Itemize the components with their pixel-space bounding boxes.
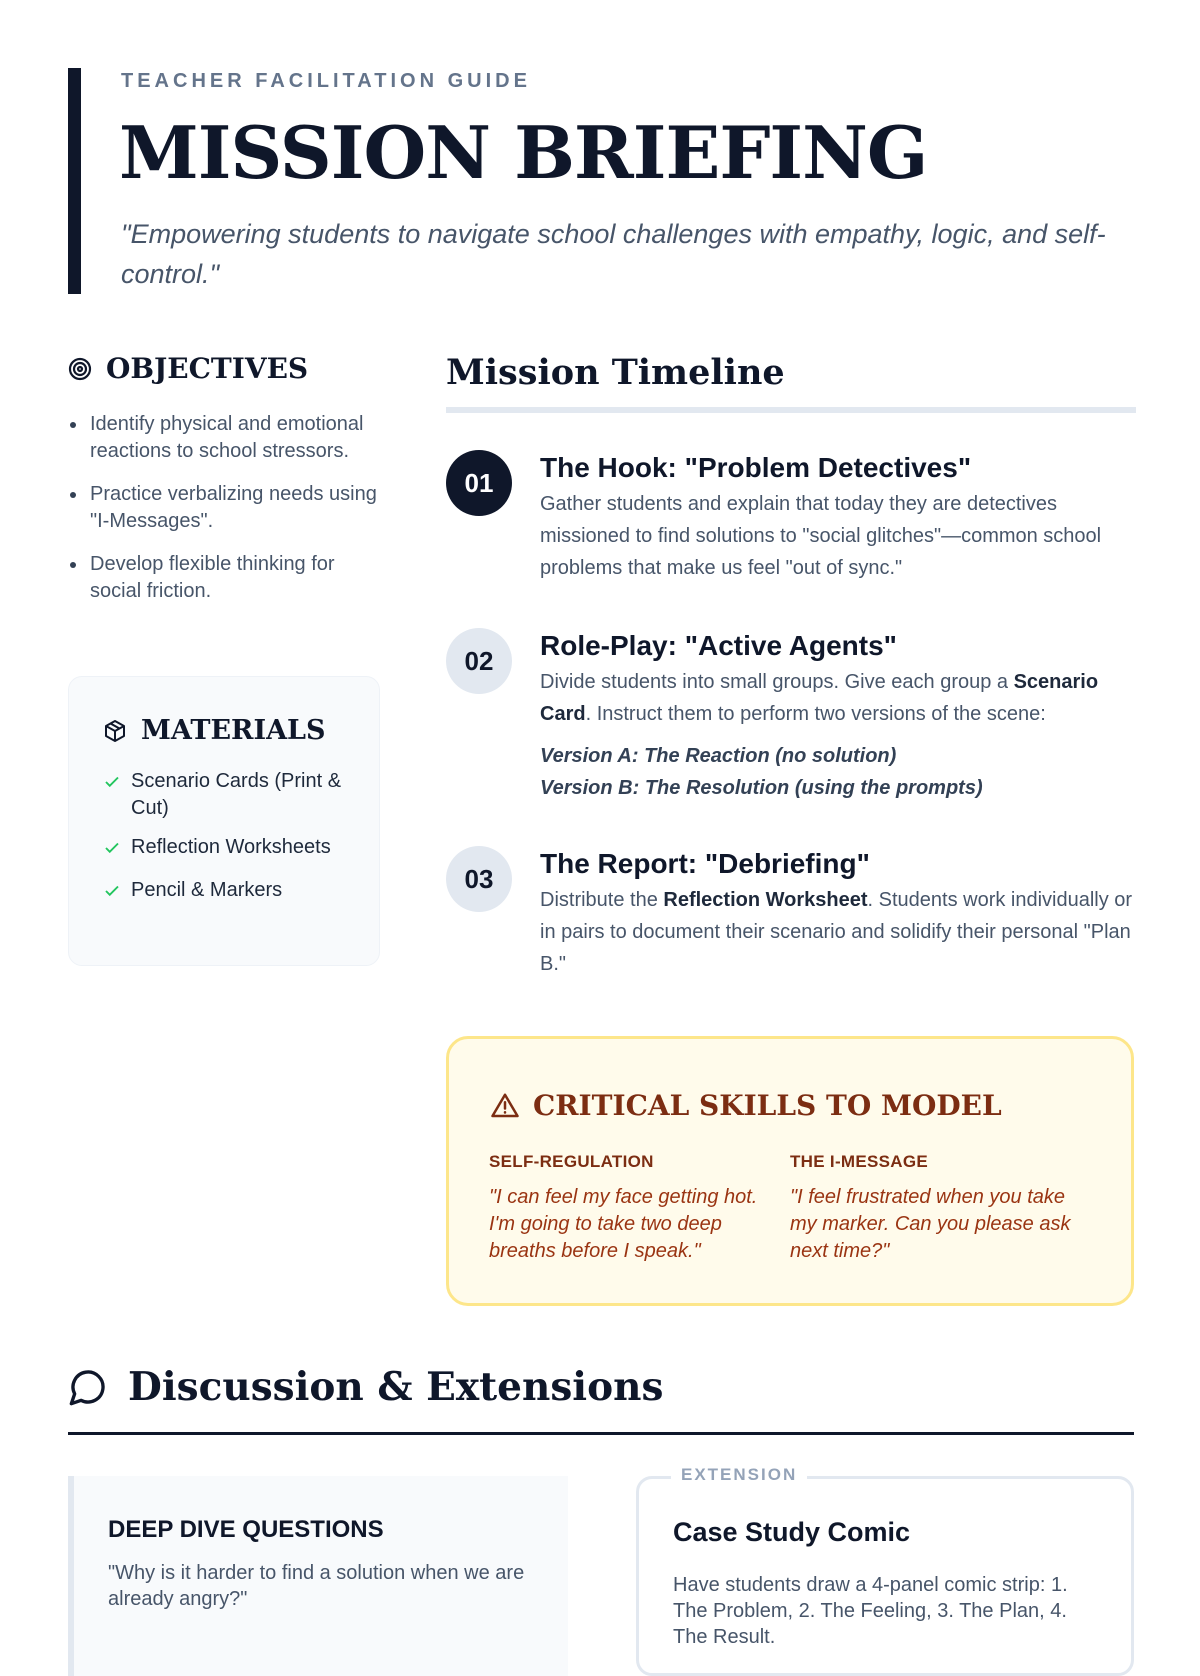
step-text-bold: Reflection Worksheet <box>663 889 868 911</box>
skills-grid <box>489 1152 1091 1265</box>
discussion-heading <box>68 1364 1134 1435</box>
skill-i-message <box>790 1152 1091 1265</box>
materials-list <box>103 768 349 908</box>
step-text: Gather students and explain that today they are detectives missioned to find solutions to "social glitches"—common school problems that make us feel "out of sync." <box>540 493 1102 579</box>
warning-icon <box>489 1091 521 1121</box>
step-text <box>540 884 1136 980</box>
step-body <box>540 846 1136 980</box>
extension-title: Case Study Comic <box>673 1517 911 1547</box>
step-title: The Hook: "Problem Detectives" <box>540 452 972 483</box>
step-body <box>540 450 1136 584</box>
box-icon <box>103 719 127 743</box>
mission-timeline <box>446 352 1136 975</box>
skill-label: SELF-REGULATION <box>489 1152 654 1171</box>
objectives-section <box>68 352 378 621</box>
skill-quote: "I feel frustrated when you take my marker. Can you please ask next time?" <box>790 1186 1071 1262</box>
step-number: 02 <box>446 628 512 694</box>
objectives-heading <box>68 352 378 385</box>
discussion-section <box>68 1364 1134 1648</box>
skill-label: THE I-MESSAGE <box>790 1152 929 1171</box>
header-tagline: "Empowering students to navigate school challenges with empathy, logic, and self-control." <box>121 219 1106 289</box>
step-text-before: Divide students into small groups. Give each group a <box>540 671 1014 693</box>
step-text-bold: Scenario Card <box>540 671 1099 725</box>
materials-title: MATERIALS <box>141 715 326 746</box>
check-icon <box>103 768 131 799</box>
skill-self-regulation <box>489 1152 790 1265</box>
objectives-title: OBJECTIVES <box>106 352 309 385</box>
critical-skills-card <box>446 1036 1134 1306</box>
material-item <box>103 877 349 908</box>
materials-card <box>68 676 380 966</box>
step-title: The Report: "Debriefing" <box>540 848 870 879</box>
critical-title: CRITICAL SKILLS TO MODEL <box>533 1089 1002 1122</box>
material-label: Scenario Cards (Print & Cut) <box>131 770 342 819</box>
check-icon <box>103 834 131 865</box>
deep-dive-question: "Why is it harder to find a solution when we are already angry?" <box>108 1562 525 1610</box>
step-text-before: Distribute the <box>540 889 664 911</box>
page-title: MISSION BRIEFING <box>119 110 928 195</box>
step-text <box>540 666 1136 730</box>
materials-heading <box>103 715 349 746</box>
material-label: Pencil & Markers <box>131 879 283 901</box>
material-label: Reflection Worksheets <box>131 836 331 858</box>
step-number: 01 <box>446 450 512 516</box>
extension-tag: EXTENSION <box>671 1465 807 1485</box>
version-a: Version A: The Reaction (no solution) <box>540 745 897 767</box>
skill-quote: "I can feel my face getting hot. I'm going to take two deep breaths before I speak." <box>489 1186 758 1262</box>
discussion-title: Discussion & Extensions <box>128 1364 664 1410</box>
speech-bubble-icon <box>68 1367 108 1407</box>
step-title: Role-Play: "Active Agents" <box>540 630 897 661</box>
objectives-list <box>68 411 378 605</box>
deep-dive-card <box>68 1476 568 1676</box>
check-icon <box>103 877 131 908</box>
objective-item: Develop flexible thinking for social friction. <box>68 551 378 605</box>
deep-dive-title: DEEP DIVE QUESTIONS <box>108 1516 384 1543</box>
header-eyebrow: TEACHER FACILITATION GUIDE <box>121 70 531 92</box>
step-text-after: . Instruct them to perform two versions of the scene: <box>585 703 1046 725</box>
header <box>68 68 1132 294</box>
extension-card <box>636 1465 1134 1676</box>
timeline-title: Mission Timeline <box>446 352 1136 413</box>
step-number: 03 <box>446 846 512 912</box>
material-item <box>103 834 349 865</box>
step-body <box>540 628 1136 804</box>
target-icon <box>68 357 92 381</box>
step-text-after: . Students work individually or in pairs to document their scenario and solidify their personal "Plan B." <box>540 889 1133 975</box>
material-item <box>103 768 349 822</box>
objective-item: Practice verbalizing needs using "I-Messages". <box>68 481 378 535</box>
version-b: Version B: The Resolution (using the prompts) <box>540 777 983 799</box>
scene-versions <box>540 740 1136 804</box>
extension-text: Have students draw a 4-panel comic strip: 1. The Problem, 2. The Feeling, 3. The Plan, 4. The Result. <box>673 1574 1068 1648</box>
objective-item: Identify physical and emotional reactions to school stressors. <box>68 411 378 465</box>
critical-heading <box>489 1089 1091 1122</box>
